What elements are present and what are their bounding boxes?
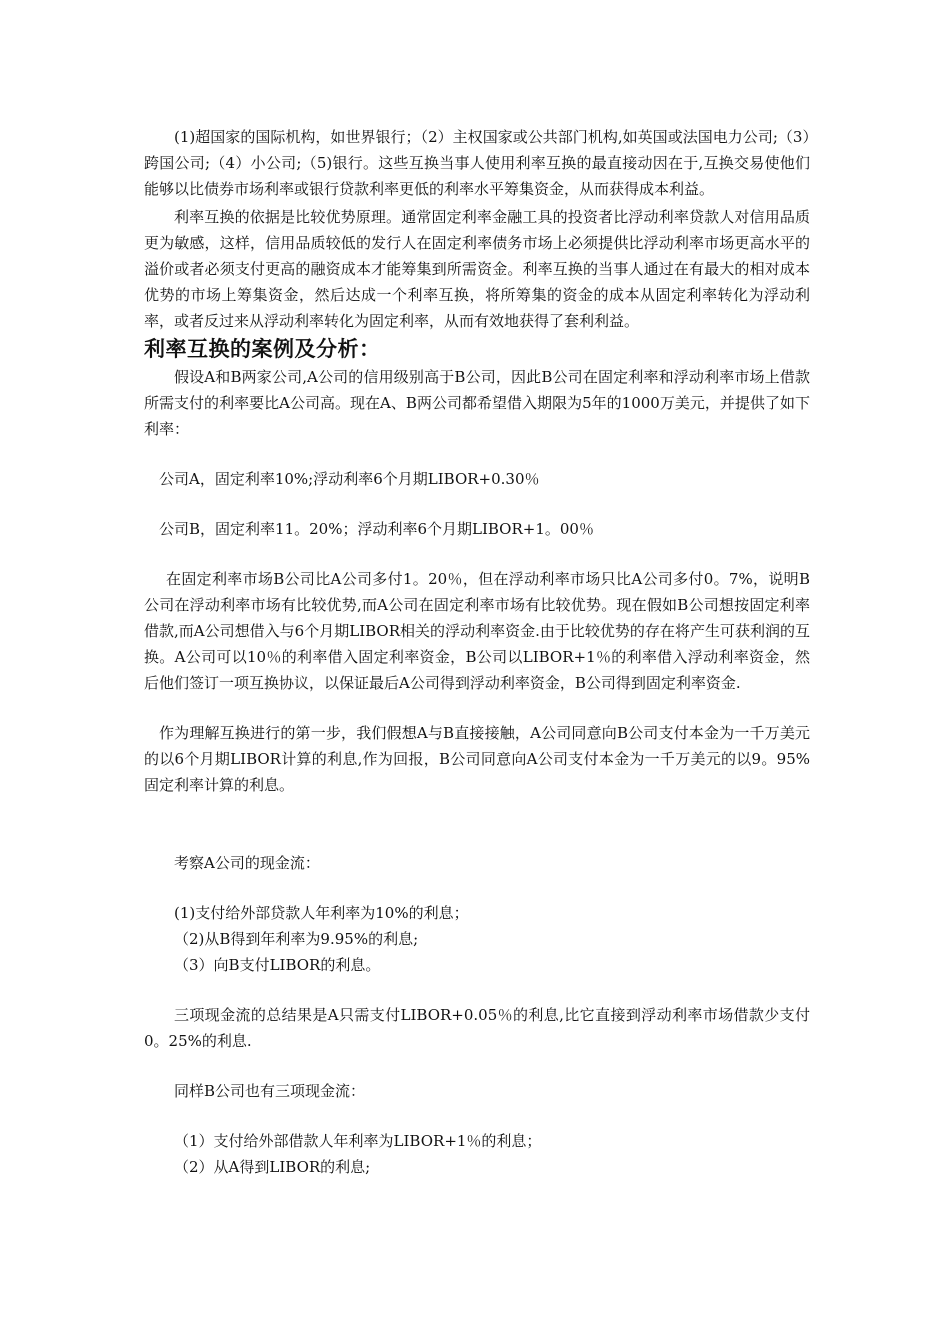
rate-company-b: 公司B，固定利率11。20%；浮动利率6个月期LIBOR+1。00％: [159, 520, 594, 538]
rate-company-a: 公司A，固定利率10%;浮动利率6个月期LIBOR+0.30％: [159, 470, 540, 488]
cash-a-title: 考察A公司的现金流：: [174, 854, 320, 872]
list-item: （3）向B支付LIBOR的利息。: [174, 956, 381, 974]
cash-a-list: [144, 900, 810, 978]
cash-a-result: 三项现金流的总结果是A只需支付LIBOR+0.05％的利息,比它直接到浮动利率市场借款少支付0。25%的利息.: [144, 1006, 810, 1050]
list-item: （1）支付给外部借款人年利率为LIBOR+1％的利息；: [174, 1132, 542, 1150]
section-heading: 利率互换的案例及分析：: [144, 337, 381, 361]
list-item: (1)支付给外部贷款人年利率为10%的利息；: [174, 904, 469, 922]
analysis-paragraph: 在固定利率市场B公司比A公司多付1。20％，但在浮动利率市场只比A公司多付0。7%，说明B公司在浮动利率市场有比较优势,而A公司在固定利率市场有比较优势。现在假如B公司想按固定利率借款,而A公司想借入与6个月期LIBOR相关的浮动利率资金.由于比较优势的存在将产生可获利润的互换。A公司可以10％的利率借入固定利率资金，B公司以LIBOR+1％的利率借入浮动利率资金，然后他们签订一项互换协议，以保证最后A公司得到浮动利率资金，B公司得到固定利率资金.: [144, 570, 810, 692]
list-item: （2)从B得到年利率为9.95%的利息;: [174, 930, 419, 948]
first-step-paragraph: 作为理解互换进行的第一步，我们假想A与B直接接触，A公司同意向B公司支付本金为一千万美元的以6个月期LIBOR计算的利息,作为回报，B公司同意向A公司支付本金为一千万美元的以9。95%固定利率计算的利息。: [144, 724, 810, 794]
intro-paragraph-1: (1)超国家的国际机构，如世界银行；（2）主权国家或公共部门机构,如英国或法国电力公司;（3）跨国公司;（4）小公司;（5)银行。这些互换当事人使用利率互换的最直接动因在于,互换交易使他们能够以比债券市场利率或银行贷款利率更低的利率水平筹集资金，从而获得成本利益。: [144, 128, 810, 198]
intro-paragraph-2: 利率互换的依据是比较优势原理。通常固定利率金融工具的投资者比浮动利率贷款人对信用品质更为敏感，这样，信用品质较低的发行人在固定利率债务市场上必须提供比浮动利率市场更高水平的溢价或者必须支付更高的融资成本才能筹集到所需资金。利率互换的当事人通过在有最大的相对成本优势的市场上筹集资金，然后达成一个利率互换，将所筹集的资金的成本从固定利率转化为浮动利率，或者反过来从浮动利率转化为固定利率，从而有效地获得了套利利益。: [144, 208, 810, 330]
cash-b-title: 同样B公司也有三项现金流：: [174, 1082, 366, 1100]
document-body: [144, 124, 810, 1180]
cash-b-list: [144, 1128, 810, 1180]
case-intro-paragraph: 假设A和B两家公司,A公司的信用级别高于B公司，因此B公司在固定利率和浮动利率市场上借款所需支付的利率要比A公司高。现在A、B两公司都希望借入期限为5年的1000万美元，并提供了如下利率：: [144, 368, 810, 438]
list-item: （2）从A得到LIBOR的利息;: [174, 1158, 371, 1176]
